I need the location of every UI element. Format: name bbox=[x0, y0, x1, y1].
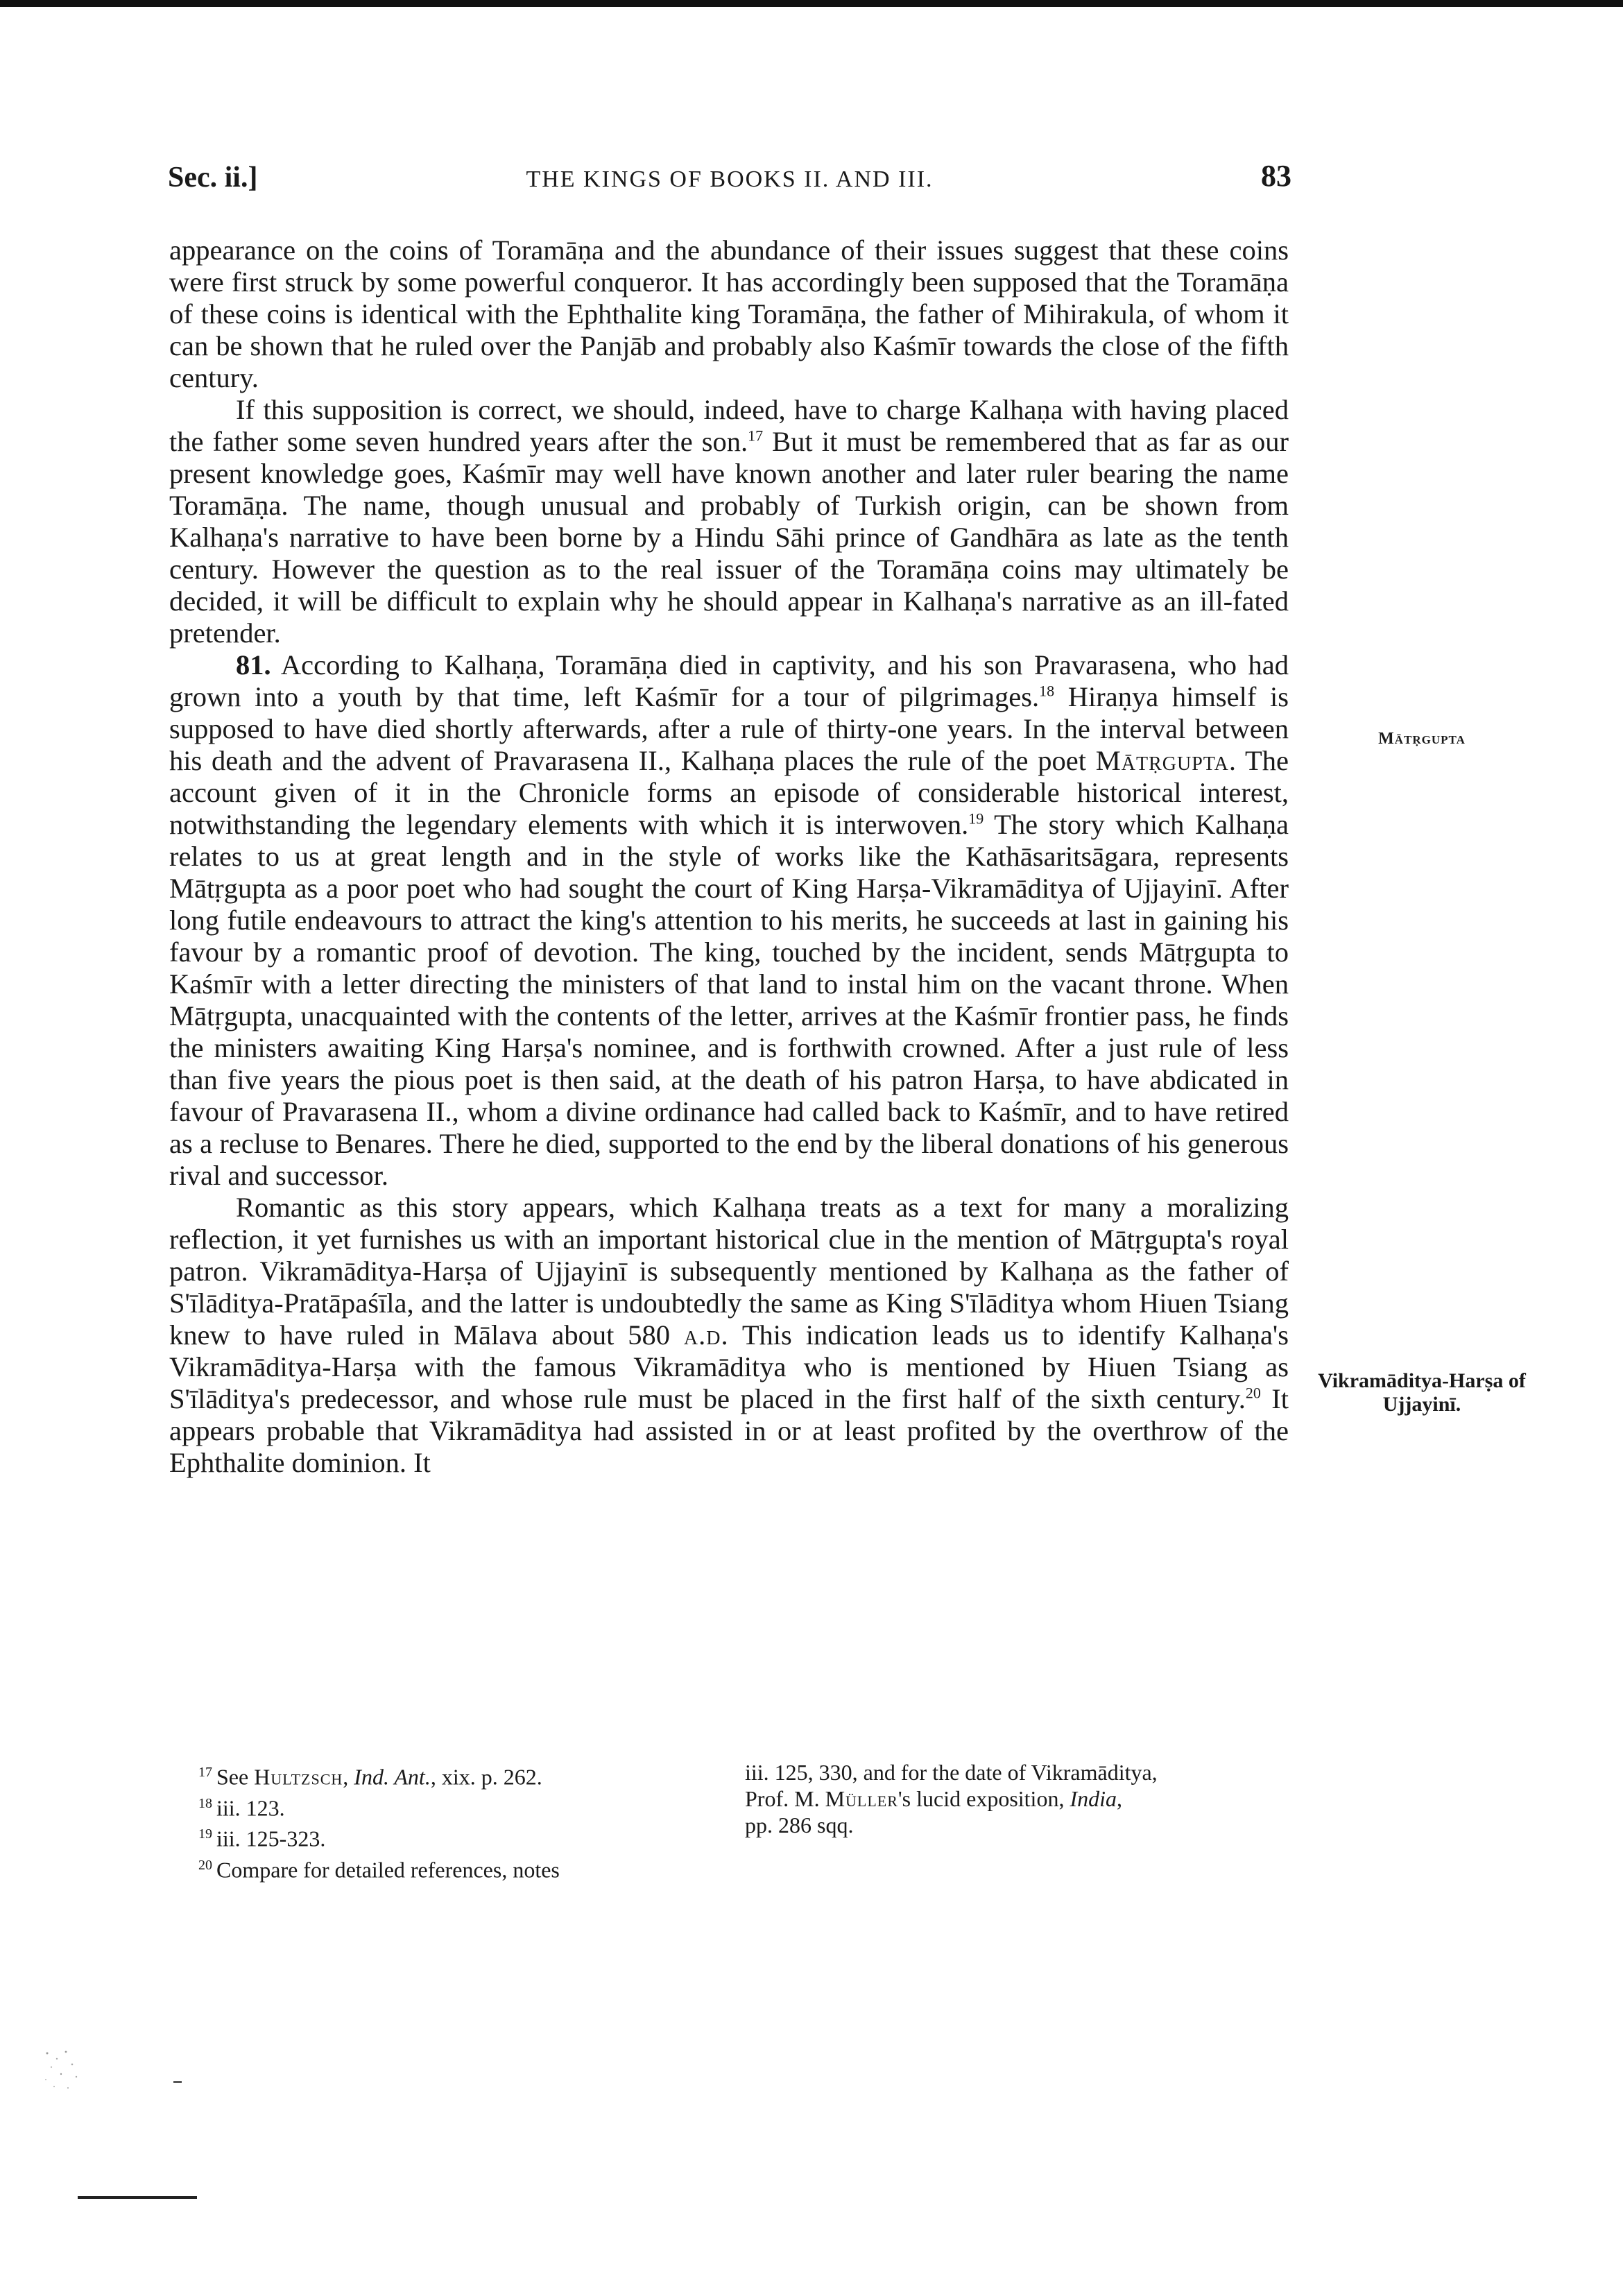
paragraph-2-text-a: If this supposition is correct, we should, indeed, have to charge Kalhaṇa with having placed the father some seven hundred years after the son. bbox=[169, 394, 1289, 457]
footnote-ref-18: 18 bbox=[1039, 682, 1055, 700]
footnote-work: Ind. Ant. bbox=[354, 1764, 431, 1790]
paragraph-4-text-a: Romantic as this story appears, which Kalhaṇa treats as a text for many a moralizing reflection, it yet furnishes us with an important historical clue in the mention of Mātṛgupta's royal patron. Vikramāditya-Harṣa of Ujjayinī is subsequently mentioned by Kalhaṇa as the father of S'īlāditya-Pratāpaśīla, and the latter is undoubtedly the same as King S'īlāditya whom Hiuen Tsiang knew to have ruled in Mālava about 580 bbox=[169, 1192, 1289, 1351]
footnote-text: , bbox=[1116, 1786, 1122, 1811]
scan-mark bbox=[173, 2081, 182, 2083]
page-number: 83 bbox=[1261, 159, 1291, 193]
footnote-text: 's lucid exposition, bbox=[898, 1786, 1070, 1811]
footnote-20-continued-line-2 bbox=[745, 1785, 1314, 1812]
footnote-marker: 18 bbox=[198, 1795, 212, 1811]
footnote-author: Hultzsch bbox=[254, 1764, 343, 1790]
margin-note-matrgupta: Mātṛgupta bbox=[1378, 730, 1466, 748]
paragraph-3 bbox=[169, 649, 1289, 1192]
footnote-ref-20: 20 bbox=[1245, 1384, 1261, 1402]
section-number: 81. bbox=[236, 649, 271, 680]
paragraph-3-text-c: . The account given of it in the Chronicle forms an episode of considerable historical interest, notwithstanding the legendary elements with which it is interwoven. bbox=[169, 745, 1289, 840]
footnote-marker: 17 bbox=[198, 1765, 212, 1780]
paragraph-1 bbox=[169, 234, 1289, 394]
footnote-text: Prof. M. bbox=[745, 1786, 825, 1811]
paragraph-1-text: appearance on the coins of Toramāṇa and the abundance of their issues suggest that these coins were first struck by some powerful conqueror. It has accordingly been supposed that the Toramāṇa of these coins is identical with the Ephthalite king Toramāṇa, the father of Mihirakula, of whom it can be shown that he ruled over the Panjāb and probably also Kaśmīr towards the close of the fifth century. bbox=[169, 234, 1289, 393]
footnote-text: See bbox=[216, 1764, 255, 1790]
paragraph-3-text-a: According to Kalhaṇa, Toramāṇa died in captivity, and his son Pravarasena, who had grown into a youth by that time, left Kaśmīr for a tour of pilgrimages. bbox=[169, 649, 1289, 712]
matrgupta-small-caps: Mātṛgupta bbox=[1095, 745, 1229, 776]
section-label: Sec. ii.] bbox=[168, 162, 258, 194]
paragraph-3-text-b: Hiraṇya himself is supposed to have died shortly afterwards, after a rule of thirty-one years. In the interval between his death and the advent of Pravarasena II., Kalhaṇa places the rule of the poet bbox=[169, 681, 1289, 776]
running-header bbox=[168, 161, 1291, 203]
main-text bbox=[169, 234, 1289, 1479]
footnote-19 bbox=[198, 1821, 739, 1852]
footnote-marker: 19 bbox=[198, 1826, 212, 1842]
footnote-20-continued-line-3: pp. 286 sqq. bbox=[745, 1813, 854, 1837]
margin-note-vikramaditya: Vikramāditya-Harṣa of Ujjayinī. bbox=[1318, 1369, 1526, 1416]
footnote-work: India bbox=[1070, 1786, 1117, 1811]
footnote-18 bbox=[198, 1790, 739, 1822]
footnote-20-continued-line-1: iii. 125, 330, and for the date of Vikramāditya, bbox=[745, 1760, 1158, 1785]
footnote-ref-19: 19 bbox=[968, 809, 984, 828]
footnote-17 bbox=[198, 1759, 739, 1790]
paragraph-2-text-b: But it must be remembered that as far as our present knowledge goes, Kaśmīr may well have known another and later ruler bearing the name Toramāṇa. The name, though unusual and probably of Turkish origin, can be shown from Kalhaṇa's narrative to have been borne by a Hindu Sāhi prince of Gandhāra as late as the tenth century. However the question as to the real issuer of the Toramāṇa coins may ultimately be decided, it will be difficult to explain why he should appear in Kalhaṇa's narrative as an ill-fated pretender. bbox=[169, 426, 1289, 649]
scan-top-edge bbox=[0, 0, 1623, 7]
footnotes-left-column bbox=[198, 1759, 739, 1883]
paragraph-4 bbox=[169, 1192, 1289, 1479]
footnote-author: Müller bbox=[825, 1786, 898, 1811]
paragraph-4-text-c: It appears probable that Vikramāditya had assisted in or at least profited by the overthrow of the Ephthalite dominion. It bbox=[169, 1383, 1289, 1478]
footnote-text: iii. 123. bbox=[216, 1795, 285, 1821]
footnote-text: iii. 125-323. bbox=[216, 1826, 326, 1851]
footnote-text: , xix. p. 262. bbox=[430, 1764, 542, 1790]
scan-speckle bbox=[42, 2046, 83, 2130]
footnotes-right-column bbox=[745, 1759, 1314, 1838]
footnote-text: Compare for detailed references, notes bbox=[216, 1857, 560, 1883]
paragraph-3-text-d: The story which Kalhaṇa relates to us at great length and in the style of works like the Kathāsaritsāgara, represents Mātṛgupta as a poor poet who had sought the court of King Harṣa-Vikramāditya of Ujjayinī. After long futile endeavours to attract the king's attention to his merits, he succeeds at last in gaining his favour by a romantic proof of devotion. The king, touched by the incident, sends Mātṛgupta to Kaśmīr with a letter directing the ministers of that land to instal him on the vacant throne. When Mātṛgupta, unacquainted with the contents of the letter, arrives at the Kaśmīr frontier pass, he finds the ministers awaiting King Harṣa's nominee, and is forthwith crowned. After a just rule of less than five years the pious poet is then said, at the death of his patron Harṣa, to have abdicated in favour of Pravarasena II., whom a divine ordinance had called back to Kaśmīr, and to have retired as a recluse to Benares. There he died, supported to the end by the liberal donations of his generous rival and successor. bbox=[169, 809, 1289, 1191]
era-small-caps: a.d. bbox=[683, 1319, 729, 1351]
footnote-text: , bbox=[343, 1764, 354, 1790]
footnote-20 bbox=[198, 1852, 739, 1883]
running-title: THE KINGS OF BOOKS II. AND III. bbox=[526, 166, 934, 192]
paragraph-4-text-b: This indication leads us to identify Kalhaṇa's Vikramāditya-Harṣa with the famous Vikramāditya who is mentioned by Hiuen Tsiang as S'īlāditya's predecessor, and whose rule must be placed in the first half of the sixth century. bbox=[169, 1319, 1289, 1414]
footnote-ref-17: 17 bbox=[748, 427, 764, 445]
scan-bottom-rule bbox=[78, 2196, 197, 2199]
footnote-marker: 20 bbox=[198, 1857, 212, 1873]
paragraph-2 bbox=[169, 394, 1289, 649]
